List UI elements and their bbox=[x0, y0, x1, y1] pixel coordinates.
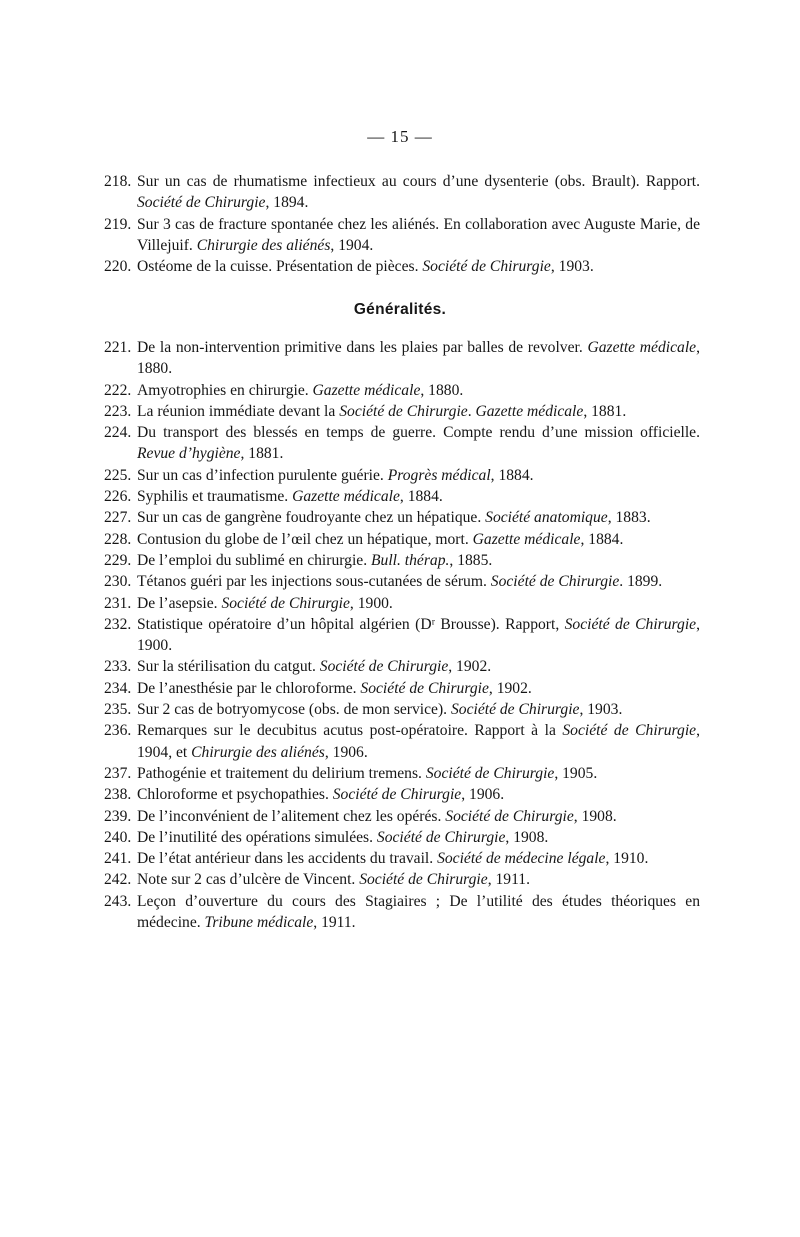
section-heading: Généralités. bbox=[353, 301, 447, 318]
entry-journal: Gazette médicale bbox=[587, 339, 697, 356]
bibliography-entry bbox=[104, 614, 700, 657]
entry-number: 218. bbox=[104, 173, 132, 190]
entry-text: , 1903. bbox=[550, 258, 594, 276]
bibliography-entry bbox=[104, 571, 700, 592]
entry-text: Sur un cas de gangrène foudroyante chez un hépatique. bbox=[137, 509, 486, 527]
entry-text: , 1904, et bbox=[137, 722, 700, 761]
entry-number: 242. bbox=[104, 871, 132, 889]
bibliography-entry bbox=[104, 848, 700, 869]
entry-text: La réunion immédiate devant la bbox=[137, 402, 340, 420]
entry-number: 225. bbox=[104, 466, 132, 484]
bibliography-entry bbox=[104, 699, 700, 720]
entry-number: 223. bbox=[104, 402, 132, 420]
entry-text: Ostéome de la cuisse. Présentation de pièces. bbox=[137, 258, 423, 276]
entry-journal: Société de Chirurgie bbox=[450, 701, 580, 719]
page-number: — 15 — bbox=[367, 127, 433, 146]
entry-journal: Société de Chirurgie bbox=[359, 871, 488, 889]
entry-number: 232. bbox=[104, 615, 132, 633]
entry-journal: Société anatomique bbox=[485, 509, 608, 527]
entry-text: Syphilis et traumatisme. bbox=[137, 488, 293, 506]
entry-text: , 1881. bbox=[240, 445, 284, 463]
bibliography-entry bbox=[104, 256, 700, 277]
entry-number: 241. bbox=[104, 850, 132, 868]
entry-text: De la non-intervention primitive dans les plaies par balles de revolver. bbox=[137, 339, 588, 356]
entry-text: De l’anesthésie par le chloroforme. bbox=[137, 679, 361, 697]
entry-journal: Société de Chirurgie bbox=[445, 807, 574, 825]
entry-number: 220. bbox=[104, 258, 132, 276]
entry-number: 239. bbox=[104, 807, 132, 825]
entry-number: 224. bbox=[104, 424, 132, 442]
entry-text: , 1905. bbox=[554, 764, 598, 782]
entry-journal: Société de Chirurgie bbox=[376, 828, 506, 846]
bibliography-entry bbox=[104, 678, 700, 699]
entry-text: , 1883. bbox=[607, 509, 651, 527]
entry-number: 222. bbox=[104, 381, 132, 399]
entry-journal: Gazette médicale bbox=[292, 488, 400, 506]
entry-journal: Société de Chirurgie bbox=[422, 258, 551, 276]
entry-number: 243. bbox=[104, 892, 132, 910]
entry-text: Sur 3 cas de fracture spontanée chez les aliénés. En collaboration avec Auguste Marie, de Villejuif. bbox=[137, 215, 700, 254]
bibliography-entry bbox=[104, 486, 700, 507]
entry-text: , 1906. bbox=[324, 743, 368, 761]
entry-number: 238. bbox=[104, 786, 132, 804]
entry-text: De l’emploi du sublimé en chirurgie. bbox=[137, 551, 371, 569]
entry-text: Remarques sur le decubitus acutus post-opératoire. Rapport à la bbox=[137, 722, 563, 740]
entry-text: , 1880. bbox=[137, 339, 700, 378]
entry-number: 229. bbox=[104, 551, 132, 569]
bibliography-entry bbox=[104, 720, 700, 763]
bibliography-entry bbox=[104, 656, 700, 677]
entry-text: , 1902. bbox=[448, 658, 492, 676]
entry-number: 227. bbox=[104, 509, 132, 527]
bibliography-entry bbox=[104, 550, 700, 571]
bibliography-entry bbox=[104, 337, 700, 380]
entry-journal: Tribune médicale bbox=[204, 914, 314, 932]
entry-text: , 1885. bbox=[449, 551, 493, 569]
entry-text: Chloroforme et psychopathies. bbox=[137, 786, 333, 804]
entry-text: , 1884. bbox=[399, 488, 443, 506]
entry-text: . bbox=[467, 402, 476, 420]
entry-journal: Société de Chirurgie bbox=[425, 764, 555, 782]
entry-text: , 1900. bbox=[137, 615, 700, 655]
entry-journal: Société de Chirurgie bbox=[360, 679, 489, 697]
bibliography-entry bbox=[104, 465, 700, 486]
bibliography-entry bbox=[104, 529, 700, 550]
entry-journal: Chirurgie des aliénés bbox=[191, 743, 325, 761]
entry-number: 219. bbox=[104, 215, 132, 233]
entry-number: 236. bbox=[104, 722, 132, 740]
entry-text: Note sur 2 cas d’ulcère de Vincent. bbox=[137, 871, 360, 889]
entry-number: 237. bbox=[104, 764, 132, 782]
bibliography-entry bbox=[104, 891, 700, 934]
entry-journal: Bull. thérap. bbox=[371, 551, 450, 569]
entry-journal: Gazette médicale bbox=[472, 530, 581, 548]
entry-text: Statistique opératoire d’un hôpital algérien (Dʳ Brousse). Rapport, bbox=[137, 615, 565, 633]
entry-number: 240. bbox=[104, 828, 132, 846]
bibliography-entry bbox=[104, 214, 700, 257]
entry-number: 231. bbox=[104, 594, 132, 612]
entry-number: 221. bbox=[104, 339, 132, 356]
bibliography-entry bbox=[104, 869, 700, 890]
bibliography-entry bbox=[104, 593, 700, 614]
entry-text: , 1884. bbox=[580, 530, 624, 548]
bibliography-entry bbox=[104, 763, 700, 784]
entry-text: Du transport des blessés en temps de guerre. Compte rendu d’une mission officielle. bbox=[137, 424, 700, 442]
entry-text: Tétanos guéri par les injections sous-cutanées de sérum. bbox=[137, 573, 491, 591]
entry-text: , 1911. bbox=[313, 914, 356, 932]
entry-number: 235. bbox=[104, 701, 132, 719]
entry-text: De l’asepsie. bbox=[137, 594, 222, 612]
entry-journal: Société de Chirurgie bbox=[332, 786, 462, 804]
bibliography-entry bbox=[104, 784, 700, 805]
entry-text: De l’inconvénient de l’alitement chez les opérés. bbox=[137, 807, 446, 825]
entry-text: , 1906. bbox=[461, 786, 505, 804]
entry-text: Pathogénie et traitement du delirium tremens. bbox=[137, 764, 426, 782]
bibliography-entry bbox=[104, 827, 700, 848]
entry-journal: Société de Chirurgie bbox=[339, 402, 468, 420]
entry-journal: Chirurgie des aliénés bbox=[196, 236, 331, 254]
entry-text: , 1880. bbox=[420, 381, 464, 399]
entry-journal: Société de Chirurgie bbox=[137, 194, 266, 212]
entry-text: De l’inutilité des opérations simulées. bbox=[137, 828, 377, 846]
entry-text: , 1910. bbox=[605, 850, 649, 868]
entry-journal: Société de Chirurgie bbox=[319, 658, 449, 676]
entry-text: , 1894. bbox=[265, 194, 309, 212]
bibliography-entry bbox=[104, 806, 700, 827]
entry-text: , 1911. bbox=[487, 871, 530, 889]
bibliography-entry bbox=[104, 380, 700, 401]
entry-text: , 1903. bbox=[579, 701, 623, 719]
entry-journal: Société de médecine légale bbox=[437, 850, 606, 868]
entry-text: Sur 2 cas de botryomycose (obs. de mon service). bbox=[137, 701, 451, 719]
entry-list-generalites bbox=[104, 337, 700, 933]
entry-text: , 1908. bbox=[505, 828, 549, 846]
entry-text: , 1904. bbox=[330, 236, 374, 254]
entry-journal: Gazette médicale bbox=[312, 381, 421, 399]
entry-journal: Société de Chirurgie bbox=[564, 615, 697, 633]
entry-journal: Société de Chirurgie bbox=[490, 573, 620, 591]
entry-text: Amyotrophies en chirurgie. bbox=[137, 381, 313, 399]
entry-journal: Progrès médical bbox=[387, 466, 491, 484]
entry-number: 226. bbox=[104, 488, 132, 506]
entry-text: , 1908. bbox=[573, 807, 617, 825]
bibliography-entry bbox=[104, 422, 700, 465]
entry-journal: Gazette médicale bbox=[475, 402, 584, 420]
entry-text: , 1902. bbox=[488, 679, 532, 697]
entry-text: Sur un cas d’infection purulente guérie. bbox=[137, 466, 388, 484]
entry-text: Leçon d’ouverture du cours des Stagiaires ; De l’utilité des études théoriques en médecine. bbox=[137, 892, 700, 932]
entry-text: , 1900. bbox=[349, 594, 393, 612]
entry-text: Contusion du globe de l’œil chez un hépatique, mort. bbox=[137, 530, 473, 548]
bibliography-entry bbox=[104, 507, 700, 528]
entry-text: De l’état antérieur dans les accidents du travail. bbox=[137, 850, 438, 868]
entry-number: 230. bbox=[104, 573, 132, 591]
entry-number: 233. bbox=[104, 658, 132, 676]
entry-text: , 1881. bbox=[583, 402, 627, 420]
entry-text: Sur un cas de rhumatisme infectieux au cours d’une dysenterie (obs. Brault). Rapport. bbox=[137, 173, 700, 190]
entry-number: 234. bbox=[104, 679, 132, 697]
entry-text: Sur la stérilisation du catgut. bbox=[137, 658, 320, 676]
bibliography-entry bbox=[104, 171, 700, 214]
entry-journal: Société de Chirurgie bbox=[221, 594, 350, 612]
entry-text: . 1899. bbox=[619, 573, 663, 591]
entry-text: , 1884. bbox=[490, 466, 534, 484]
entry-journal: Société de Chirurgie bbox=[562, 722, 697, 740]
entry-list-before bbox=[104, 171, 700, 277]
entry-number: 228. bbox=[104, 530, 132, 548]
entry-journal: Revue d’hygiène bbox=[137, 445, 241, 463]
bibliography-entry bbox=[104, 401, 700, 422]
